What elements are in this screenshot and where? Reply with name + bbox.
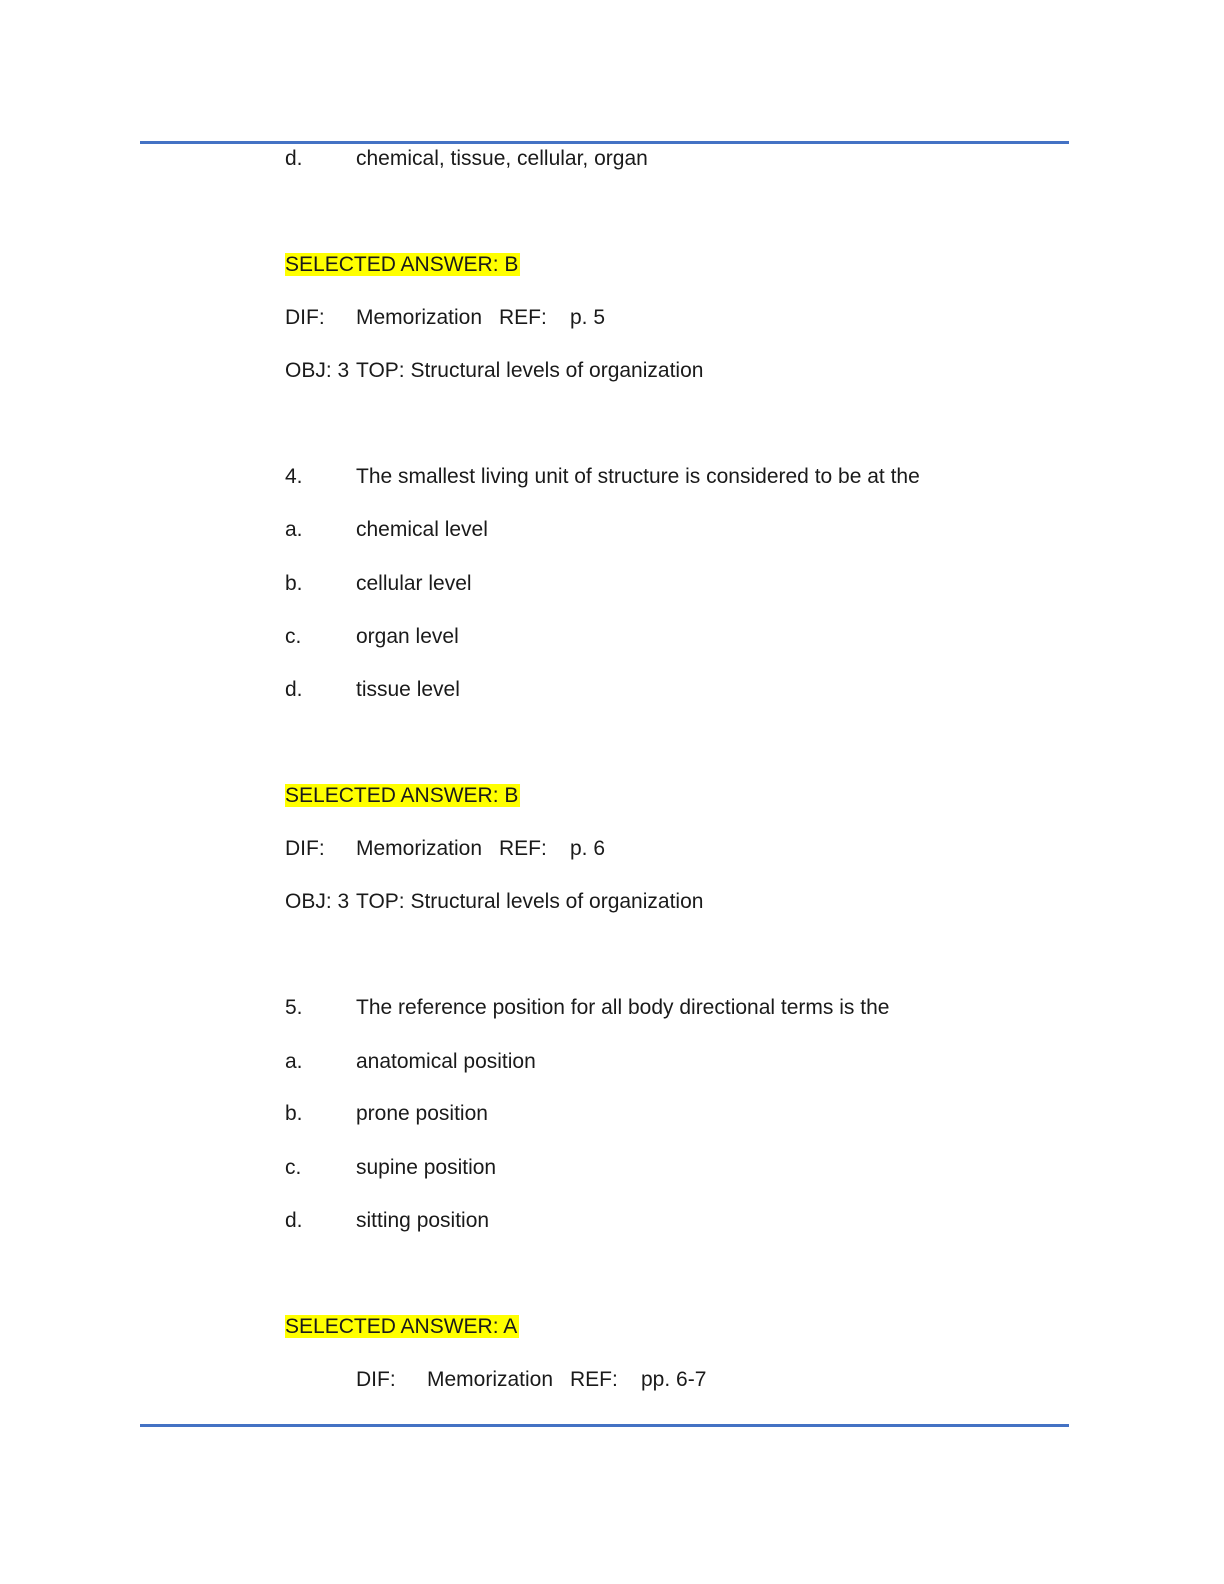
option-label: a. bbox=[285, 1050, 303, 1073]
ref-value: p. 5 bbox=[570, 306, 606, 329]
dif-value: Memorization bbox=[427, 1368, 554, 1391]
ref-label: REF: bbox=[499, 837, 547, 860]
option-label: d. bbox=[285, 1209, 303, 1232]
dif-label: DIF: bbox=[285, 306, 325, 329]
selected-answer-text: SELECTED ANSWER: B bbox=[285, 253, 519, 276]
option-text: chemical, tissue, cellular, organ bbox=[356, 147, 648, 170]
option-text: sitting position bbox=[356, 1209, 490, 1232]
question-stem: The smallest living unit of structure is considered to be at the bbox=[356, 465, 920, 488]
option-text: organ level bbox=[356, 625, 459, 648]
dif-value: Memorization bbox=[356, 837, 483, 860]
ref-label: REF: bbox=[499, 306, 547, 329]
option-label: d. bbox=[285, 147, 303, 170]
topic-text: TOP: Structural levels of organization bbox=[356, 890, 704, 913]
option-text: tissue level bbox=[356, 678, 460, 701]
option-label: a. bbox=[285, 518, 303, 541]
question-number: 5. bbox=[285, 996, 303, 1019]
dif-label: DIF: bbox=[285, 837, 325, 860]
option-text: supine position bbox=[356, 1156, 497, 1179]
option-label: b. bbox=[285, 572, 303, 595]
option-text: cellular level bbox=[356, 572, 472, 595]
option-label: d. bbox=[285, 678, 303, 701]
selected-answer-4 bbox=[285, 783, 520, 809]
option-label: c. bbox=[285, 1156, 302, 1179]
option-label: c. bbox=[285, 625, 302, 648]
selected-answer-5 bbox=[285, 1314, 519, 1340]
selected-answer-3 bbox=[285, 252, 520, 278]
ref-value: pp. 6-7 bbox=[641, 1368, 707, 1391]
ref-label: REF: bbox=[570, 1368, 618, 1391]
option-text: prone position bbox=[356, 1102, 488, 1125]
selected-answer-text: SELECTED ANSWER: B bbox=[285, 784, 519, 807]
ref-value: p. 6 bbox=[570, 837, 606, 860]
header-rule bbox=[140, 141, 1069, 144]
option-text: anatomical position bbox=[356, 1050, 536, 1073]
question-stem: The reference position for all body directional terms is the bbox=[356, 996, 890, 1019]
option-text: chemical level bbox=[356, 518, 488, 541]
question-number: 4. bbox=[285, 465, 303, 488]
selected-answer-text: SELECTED ANSWER: A bbox=[285, 1315, 518, 1338]
dif-label: DIF: bbox=[356, 1368, 396, 1391]
footer-rule bbox=[140, 1424, 1069, 1427]
obj-label: OBJ: 3 bbox=[285, 890, 350, 913]
topic-text: TOP: Structural levels of organization bbox=[356, 359, 704, 382]
obj-label: OBJ: 3 bbox=[285, 359, 350, 382]
option-label: b. bbox=[285, 1102, 303, 1125]
dif-value: Memorization bbox=[356, 306, 483, 329]
